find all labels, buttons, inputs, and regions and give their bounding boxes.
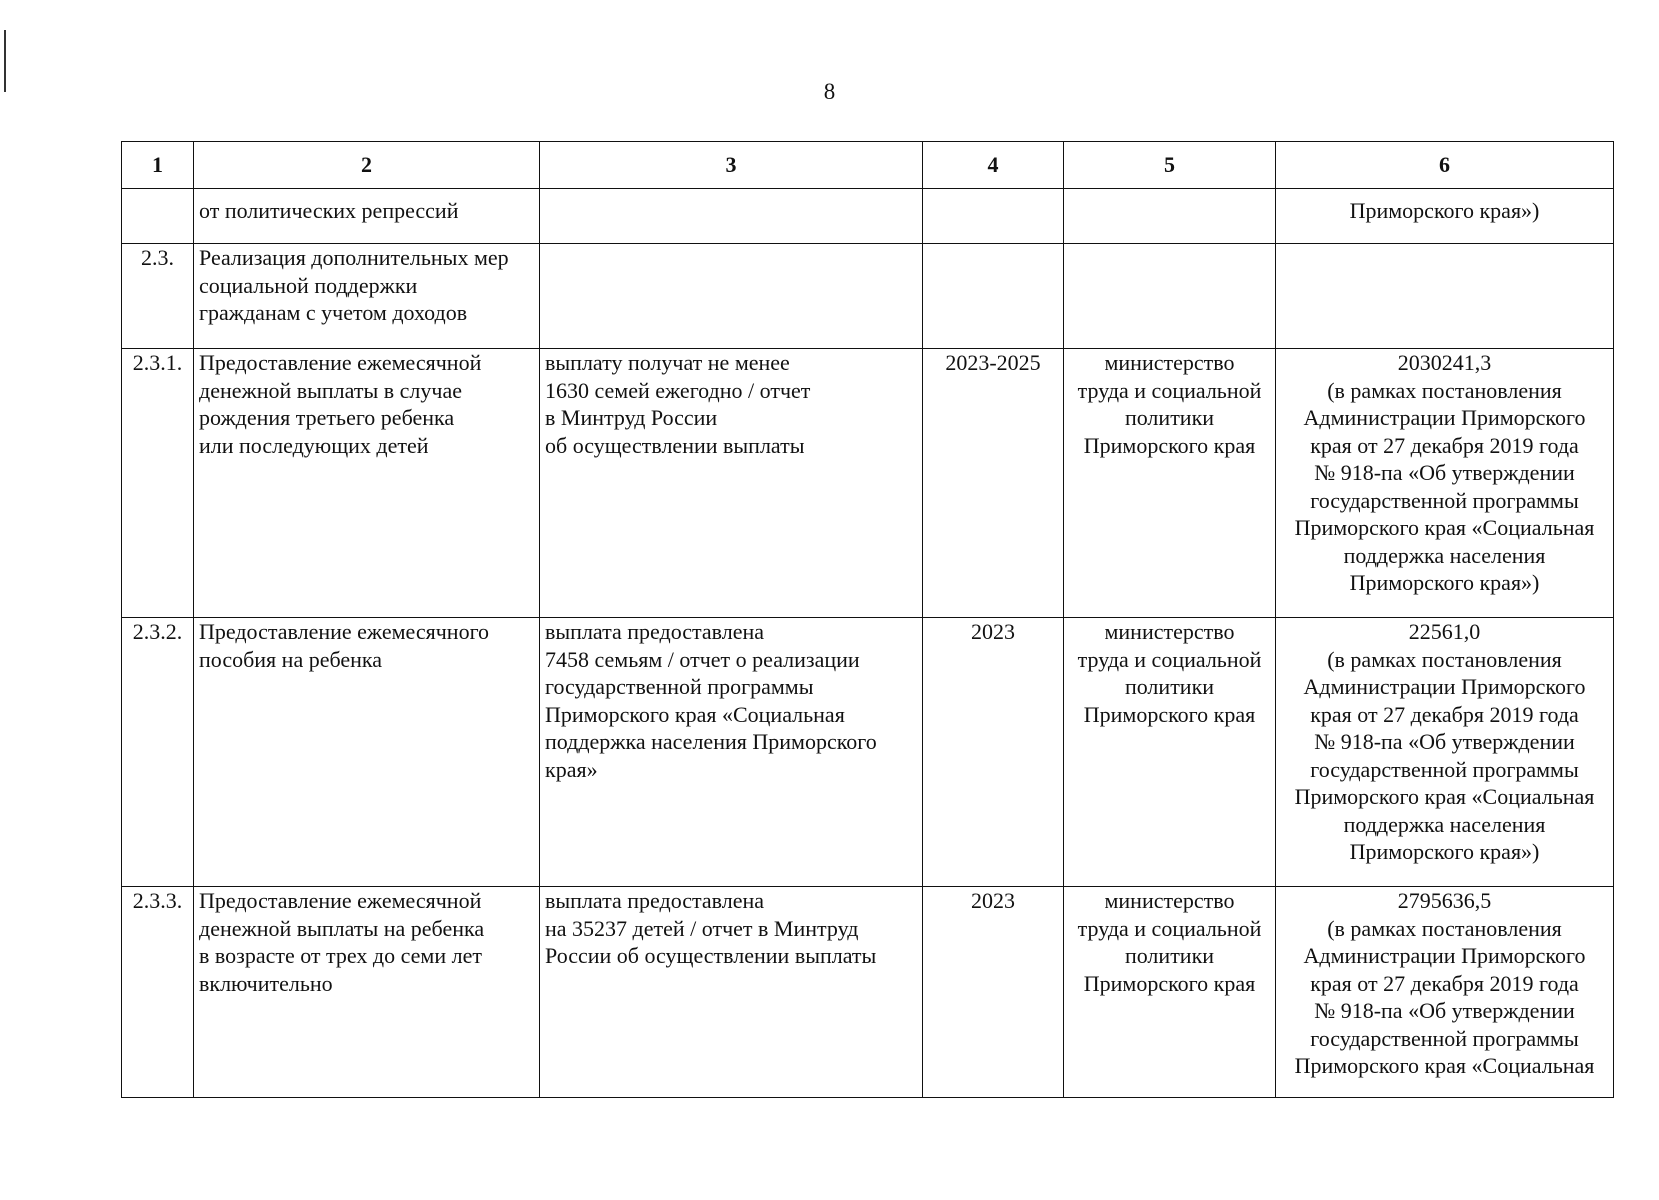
expected-result [540, 244, 923, 349]
expected-result: выплата предоставлена 7458 семьям / отчет о реализации государственной программы Приморского края «Социальная поддержка населения Приморского края» [540, 618, 923, 887]
table-header-row [122, 142, 1614, 189]
table-row [122, 887, 1614, 1098]
column-header: 1 [122, 142, 194, 189]
column-header: 3 [540, 142, 923, 189]
measure-description: от политических репрессий [194, 189, 540, 244]
measure-description: Реализация дополнительных мер социальной поддержки гражданам с учетом доходов [194, 244, 540, 349]
funding-amount: Приморского края») [1276, 189, 1614, 244]
implementation-period [923, 189, 1064, 244]
item-number: 2.3.2. [122, 618, 194, 887]
expected-result: выплату получат не менее 1630 семей ежегодно / отчет в Минтруд России об осуществлении выплаты [540, 349, 923, 618]
measure-description: Предоставление ежемесячной денежной выплаты на ребенка в возрасте от трех до семи лет включительно [194, 887, 540, 1098]
item-number [122, 189, 194, 244]
implementation-period: 2023-2025 [923, 349, 1064, 618]
funding-amount [1276, 244, 1614, 349]
document-table [121, 141, 1614, 1098]
measure-description: Предоставление ежемесячного пособия на ребенка [194, 618, 540, 887]
implementation-period: 2023 [923, 618, 1064, 887]
implementation-period: 2023 [923, 887, 1064, 1098]
page-number: 8 [823, 79, 836, 104]
funding-amount: 2030241,3 (в рамках постановления Администрации Приморского края от 27 декабря 2019 года № 918-па «Об утверждении государственной программы Приморского края «Социальная поддержка населения Приморского края») [1276, 349, 1614, 618]
expected-result [540, 189, 923, 244]
table-row [122, 349, 1614, 618]
responsible-executor: министерство труда и социальной политики Приморского края [1064, 887, 1276, 1098]
expected-result: выплата предоставлена на 35237 детей / отчет в Минтруд России об осуществлении выплаты [540, 887, 923, 1098]
responsible-executor: министерство труда и социальной политики Приморского края [1064, 618, 1276, 887]
item-number: 2.3. [122, 244, 194, 349]
column-header: 5 [1064, 142, 1276, 189]
funding-amount: 2795636,5 (в рамках постановления Администрации Приморского края от 27 декабря 2019 года № 918-па «Об утверждении государственной программы Приморского края «Социальная [1276, 887, 1614, 1098]
item-number: 2.3.1. [122, 349, 194, 618]
column-header: 4 [923, 142, 1064, 189]
table-row [122, 618, 1614, 887]
column-header: 6 [1276, 142, 1614, 189]
funding-amount: 22561,0 (в рамках постановления Администрации Приморского края от 27 декабря 2019 года № 918-па «Об утверждении государственной программы Приморского края «Социальная поддержка населения Приморского края») [1276, 618, 1614, 887]
responsible-executor: министерство труда и социальной политики Приморского края [1064, 349, 1276, 618]
table-row [122, 189, 1614, 244]
table-row [122, 244, 1614, 349]
implementation-period [923, 244, 1064, 349]
column-header: 2 [194, 142, 540, 189]
responsible-executor [1064, 189, 1276, 244]
item-number: 2.3.3. [122, 887, 194, 1098]
measure-description: Предоставление ежемесячной денежной выплаты в случае рождения третьего ребенка или последующих детей [194, 349, 540, 618]
responsible-executor [1064, 244, 1276, 349]
